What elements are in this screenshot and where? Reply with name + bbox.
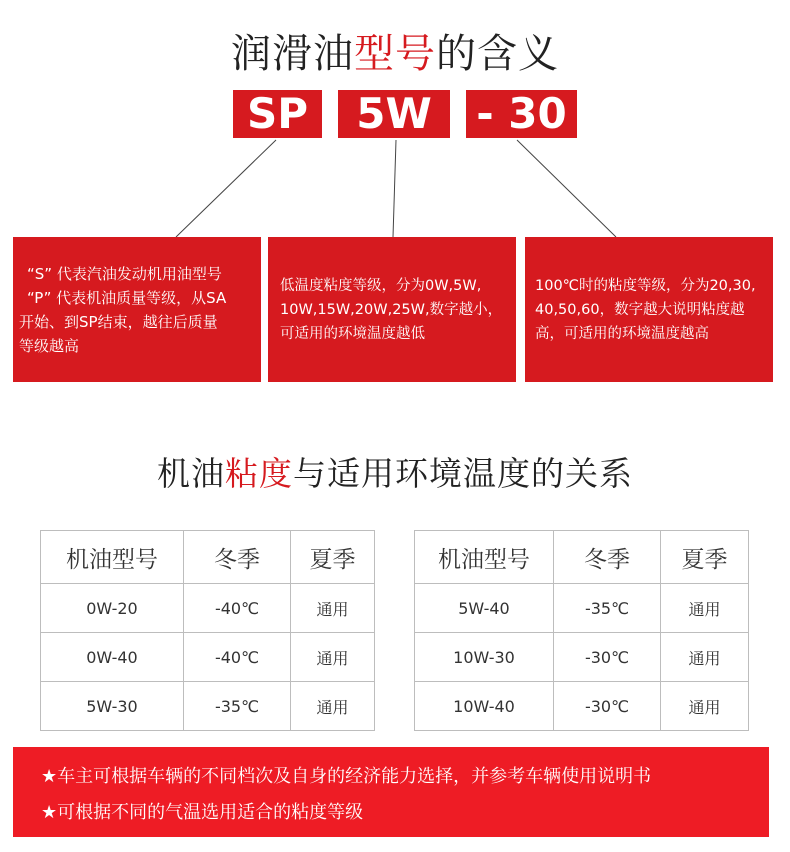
connector-lines xyxy=(0,0,790,260)
table-cell: 5W-40 xyxy=(415,584,554,633)
section-title-highlight: 粘度 xyxy=(225,454,293,493)
card-line: 开始、到SP结束，越往后质量 xyxy=(19,312,218,331)
table-header-row xyxy=(415,531,749,584)
table-cell: 通用 xyxy=(291,633,375,682)
section-title-part1: 机油 xyxy=(157,454,225,493)
table-cell: 通用 xyxy=(661,633,749,682)
footer-note-text: 车主可根据车辆的不同档次及自身的经济能力选择，并参考车辆使用说明书 xyxy=(57,766,652,787)
table-header-cell: 冬季 xyxy=(184,531,291,584)
star-icon: ★ xyxy=(41,802,58,823)
table-header-row xyxy=(41,531,375,584)
table-header-cell: 夏季 xyxy=(291,531,375,584)
footer-note xyxy=(41,759,769,795)
table-cell: 通用 xyxy=(661,584,749,633)
card-line: “S” 代表汽油发动机用油型号 xyxy=(27,264,222,283)
connector-line-30 xyxy=(517,140,616,237)
table-header-cell: 冬季 xyxy=(554,531,661,584)
section-title-part2: 与适用环境温度的关系 xyxy=(293,454,633,493)
card-line: 高，可适用的环境温度越高 xyxy=(535,325,709,342)
footer-note xyxy=(41,795,769,831)
table-cell: -30℃ xyxy=(554,633,661,682)
table-cell: 0W-40 xyxy=(41,633,184,682)
code-box-sp: SP xyxy=(233,90,322,138)
table-cell: -35℃ xyxy=(184,682,291,731)
card-line: “P” 代表机油质量等级，从SA xyxy=(27,288,227,307)
card-30-meaning xyxy=(525,237,773,382)
section-title xyxy=(0,448,790,495)
table-cell: -35℃ xyxy=(554,584,661,633)
card-line: 低温度粘度等级，分为0W,5W, xyxy=(280,277,482,294)
footer-note-text: 可根据不同的气温选用适合的粘度等级 xyxy=(57,802,364,823)
table-cell: 10W-30 xyxy=(415,633,554,682)
table-row xyxy=(41,682,375,731)
connector-line-sp xyxy=(176,140,276,237)
card-line: 10W,15W,20W,25W,数字越小， xyxy=(280,301,503,318)
card-line: 40,50,60，数字越大说明粘度越 xyxy=(535,301,745,318)
table-cell: 5W-30 xyxy=(41,682,184,731)
table-row xyxy=(415,682,749,731)
footer-notes xyxy=(13,747,769,837)
table-cell: -30℃ xyxy=(554,682,661,731)
code-box-5w: 5W xyxy=(338,90,450,138)
table-row xyxy=(415,584,749,633)
card-5w-meaning xyxy=(268,237,516,382)
table-row xyxy=(415,633,749,682)
viscosity-table-left xyxy=(40,530,375,731)
page-title-part2: 的含义 xyxy=(436,31,559,77)
table-cell: 通用 xyxy=(661,682,749,731)
card-sp-meaning xyxy=(13,237,261,382)
table-header-cell: 机油型号 xyxy=(41,531,184,584)
viscosity-table-right xyxy=(414,530,749,731)
table-cell: 0W-20 xyxy=(41,584,184,633)
card-line: 100℃时的粘度等级，分为20,30, xyxy=(535,277,756,294)
table-cell: 10W-40 xyxy=(415,682,554,731)
page-title-part1: 润滑油 xyxy=(231,31,354,77)
table-cell: -40℃ xyxy=(184,633,291,682)
table-header-cell: 机油型号 xyxy=(415,531,554,584)
table-cell: 通用 xyxy=(291,584,375,633)
table-cell: -40℃ xyxy=(184,584,291,633)
table-row xyxy=(41,584,375,633)
card-line: 可适用的环境温度越低 xyxy=(280,325,425,342)
table-cell: 通用 xyxy=(291,682,375,731)
table-row xyxy=(41,633,375,682)
connector-line-5w xyxy=(393,140,396,237)
card-line: 等级越高 xyxy=(19,336,80,355)
code-box-30: - 30 xyxy=(466,90,577,138)
table-header-cell: 夏季 xyxy=(661,531,749,584)
page-title-highlight: 型号 xyxy=(354,31,436,77)
star-icon: ★ xyxy=(41,766,58,787)
